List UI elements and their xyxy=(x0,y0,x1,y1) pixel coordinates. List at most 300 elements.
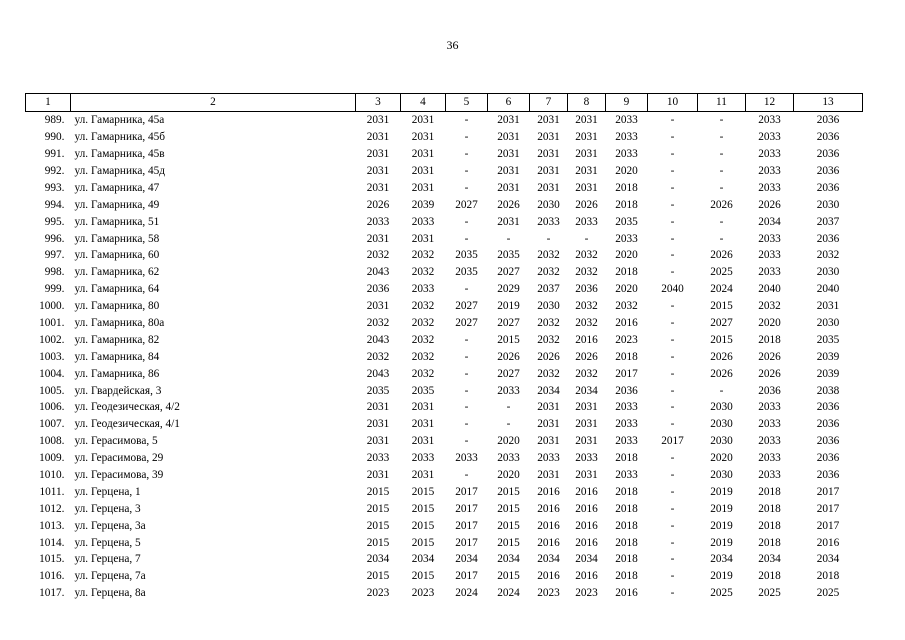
year-cell: - xyxy=(670,317,675,330)
year-cell: 2018 xyxy=(615,181,638,194)
year-cell: - xyxy=(464,131,469,144)
year-cell: 2020 xyxy=(497,435,520,448)
year-cell: 2017 xyxy=(455,485,478,498)
column-header-3: 3 xyxy=(356,94,401,112)
year-cell: 2024 xyxy=(497,587,520,600)
year-cell: - xyxy=(464,367,469,380)
year-cell: 2015 xyxy=(366,485,390,498)
year-cell: 2033 xyxy=(497,384,520,397)
row-number-cell: 998. xyxy=(44,266,65,279)
year-cell: - xyxy=(719,384,724,397)
address-cell: ул. Герцена, 3 xyxy=(74,502,141,515)
year-cell: 2030 xyxy=(710,401,733,414)
year-cell: 2033 xyxy=(411,452,435,465)
year-cell: 2033 xyxy=(758,131,781,144)
year-cell: 2031 xyxy=(497,181,520,194)
year-cell: - xyxy=(464,418,469,431)
year-cell: 2033 xyxy=(575,452,598,465)
year-cell: - xyxy=(584,232,589,245)
year-cell: - xyxy=(670,114,675,127)
year-cell: 2031 xyxy=(575,165,598,177)
year-cell: 2019 xyxy=(710,519,733,532)
table-row xyxy=(26,129,863,146)
table-row xyxy=(26,163,863,180)
year-cell: 2033 xyxy=(537,215,560,228)
year-cell: 2037 xyxy=(537,283,560,296)
year-cell: 2031 xyxy=(575,469,598,482)
year-cell: 2030 xyxy=(537,300,560,313)
table-row xyxy=(26,179,863,196)
year-cell: 2035 xyxy=(615,215,638,228)
year-cell: - xyxy=(670,165,675,177)
year-cell: 2030 xyxy=(816,317,840,330)
year-cell: 2026 xyxy=(497,350,520,363)
year-cell: 2036 xyxy=(758,384,781,397)
data-table xyxy=(25,93,863,602)
year-cell: 2026 xyxy=(366,198,390,211)
address-cell: ул. Гамарника, 62 xyxy=(74,266,160,279)
row-number-cell: 991. xyxy=(44,148,65,161)
year-cell: 2035 xyxy=(816,333,840,346)
year-cell: 2026 xyxy=(710,350,733,363)
year-cell: 2033 xyxy=(758,452,781,465)
year-cell: 2033 xyxy=(615,418,638,431)
address-cell: ул. Гамарника, 47 xyxy=(74,181,160,194)
year-cell: - xyxy=(464,469,469,482)
year-cell: 2020 xyxy=(615,249,638,262)
year-cell: 2015 xyxy=(497,536,520,549)
year-cell: 2032 xyxy=(816,249,840,262)
year-cell: 2040 xyxy=(816,283,840,296)
year-cell: 2023 xyxy=(575,587,598,600)
year-cell: 2017 xyxy=(455,570,478,583)
year-cell: 2016 xyxy=(575,333,598,346)
year-cell: 2017 xyxy=(455,536,478,549)
year-cell: 2033 xyxy=(366,452,390,465)
year-cell: - xyxy=(464,333,469,346)
year-cell: - xyxy=(464,435,469,448)
year-cell: 2018 xyxy=(758,536,781,549)
year-cell: 2018 xyxy=(615,553,638,566)
year-cell: - xyxy=(670,536,675,549)
row-number-cell: 997. xyxy=(44,249,65,262)
address-cell: ул. Гамарника, 84 xyxy=(74,350,160,363)
column-header-8: 8 xyxy=(568,94,606,112)
year-cell: - xyxy=(670,519,675,532)
row-number-cell: 1001. xyxy=(39,317,65,330)
year-cell: - xyxy=(464,384,469,397)
year-cell: 2033 xyxy=(758,148,781,161)
year-cell: 2032 xyxy=(411,300,435,313)
table-row xyxy=(26,196,863,213)
year-cell: 2018 xyxy=(758,333,781,346)
year-cell: 2034 xyxy=(411,553,435,566)
year-cell: 2036 xyxy=(816,435,840,448)
year-cell: 2015 xyxy=(366,502,390,515)
column-header-4: 4 xyxy=(401,94,446,112)
address-cell: ул. Герцена, 3а xyxy=(74,519,146,532)
year-cell: 2018 xyxy=(615,502,638,515)
page-number: 36 xyxy=(446,38,459,52)
year-cell: 2030 xyxy=(710,435,733,448)
header-row xyxy=(26,94,863,112)
column-header-2: 2 xyxy=(71,94,356,112)
year-cell: 2036 xyxy=(816,114,840,127)
year-cell: 2034 xyxy=(537,553,560,566)
year-cell: 2043 xyxy=(366,333,390,346)
address-cell: ул. Гамарника, 51 xyxy=(74,215,160,228)
year-cell: 2019 xyxy=(497,300,520,313)
year-cell: 2018 xyxy=(615,485,638,498)
year-cell: 2016 xyxy=(615,587,638,600)
row-number-cell: 1008. xyxy=(39,435,65,448)
year-cell: 2026 xyxy=(758,198,781,211)
year-cell: 2019 xyxy=(710,485,733,498)
table-body xyxy=(26,111,863,601)
year-cell: 2033 xyxy=(758,266,781,279)
year-cell: 2019 xyxy=(710,536,733,549)
year-cell: 2036 xyxy=(816,418,840,431)
table-row xyxy=(26,483,863,500)
row-number-cell: 1004. xyxy=(39,367,65,380)
year-cell: 2032 xyxy=(537,367,560,380)
address-cell: ул. Гамарника, 80а xyxy=(74,317,165,330)
year-cell: 2031 xyxy=(411,181,435,194)
year-cell: 2031 xyxy=(411,165,435,177)
year-cell: 2032 xyxy=(615,300,638,313)
year-cell: 2026 xyxy=(758,350,781,363)
year-cell: 2031 xyxy=(366,165,390,177)
year-cell: 2043 xyxy=(366,367,390,380)
year-cell: - xyxy=(670,300,675,313)
address-cell: ул. Герцена, 7а xyxy=(74,570,146,583)
year-cell: 2015 xyxy=(366,536,390,549)
year-cell: 2026 xyxy=(758,367,781,380)
year-cell: 2031 xyxy=(575,401,598,414)
year-cell: 2031 xyxy=(411,148,435,161)
year-cell: 2024 xyxy=(455,587,478,600)
column-header-7: 7 xyxy=(530,94,568,112)
year-cell: 2033 xyxy=(615,148,638,161)
year-cell: 2026 xyxy=(575,198,598,211)
year-cell: - xyxy=(670,418,675,431)
year-cell: 2027 xyxy=(455,317,478,330)
table-row xyxy=(26,146,863,163)
table-row xyxy=(26,585,863,602)
column-header-10: 10 xyxy=(648,94,698,112)
year-cell: 2015 xyxy=(411,519,435,532)
year-cell: 2018 xyxy=(758,502,781,515)
year-cell: 2026 xyxy=(710,367,733,380)
year-cell: 2031 xyxy=(537,435,560,448)
year-cell: 2015 xyxy=(366,570,390,583)
year-cell: 2032 xyxy=(411,249,435,262)
year-cell: - xyxy=(670,249,675,262)
year-cell: 2020 xyxy=(497,469,520,482)
year-cell: - xyxy=(464,350,469,363)
row-number-cell: 1012. xyxy=(39,502,65,515)
year-cell: - xyxy=(719,114,724,127)
year-cell: 2023 xyxy=(411,587,435,600)
year-cell: 2017 xyxy=(615,367,638,380)
year-cell: 2031 xyxy=(366,401,390,414)
year-cell: 2018 xyxy=(615,266,638,279)
row-number-cell: 1016. xyxy=(39,570,65,583)
year-cell: 2032 xyxy=(366,249,390,262)
year-cell: 2036 xyxy=(615,384,638,397)
year-cell: 2036 xyxy=(816,232,840,245)
year-cell: 2015 xyxy=(411,536,435,549)
row-number-cell: 990. xyxy=(44,131,65,144)
row-number-cell: 989. xyxy=(44,114,65,127)
column-header-9: 9 xyxy=(606,94,648,112)
year-cell: 2033 xyxy=(758,418,781,431)
year-cell: 2031 xyxy=(537,401,560,414)
year-cell: 2031 xyxy=(366,300,390,313)
year-cell: 2027 xyxy=(455,300,478,313)
address-cell: ул. Гвардейская, 3 xyxy=(74,384,162,397)
year-cell: 2034 xyxy=(366,553,390,566)
address-cell: ул. Гамарника, 58 xyxy=(74,232,160,245)
year-cell: - xyxy=(670,350,675,363)
year-cell: 2031 xyxy=(411,232,435,245)
year-cell: 2016 xyxy=(615,317,638,330)
table-row xyxy=(26,315,863,332)
year-cell: 2016 xyxy=(537,502,560,515)
year-cell: - xyxy=(464,165,469,177)
year-cell: 2034 xyxy=(816,553,840,566)
year-cell: 2032 xyxy=(575,249,598,262)
year-cell: 2027 xyxy=(455,198,478,211)
year-cell: 2034 xyxy=(758,553,781,566)
year-cell: 2039 xyxy=(816,367,840,380)
address-cell: ул. Гамарника, 49 xyxy=(74,198,160,211)
year-cell: 2040 xyxy=(758,283,781,296)
year-cell: 2033 xyxy=(411,215,435,228)
year-cell: 2032 xyxy=(411,333,435,346)
address-cell: ул. Геодезическая, 4/1 xyxy=(74,418,180,431)
year-cell: 2033 xyxy=(758,401,781,414)
address-cell: ул. Гамарника, 45а xyxy=(74,114,165,127)
year-cell: - xyxy=(670,181,675,194)
address-cell: ул. Герасимова, 29 xyxy=(74,452,164,465)
year-cell: 2032 xyxy=(366,317,390,330)
row-number-cell: 1000. xyxy=(39,300,65,313)
year-cell: 2033 xyxy=(615,114,638,127)
year-cell: 2036 xyxy=(816,452,840,465)
year-cell: - xyxy=(670,452,675,465)
year-cell: 2027 xyxy=(497,266,520,279)
year-cell: 2033 xyxy=(575,215,598,228)
year-cell: 2036 xyxy=(816,148,840,161)
year-cell: 2030 xyxy=(710,418,733,431)
year-cell: 2032 xyxy=(575,300,598,313)
year-cell: 2033 xyxy=(366,215,390,228)
year-cell: 2031 xyxy=(497,165,520,177)
year-cell: 2031 xyxy=(537,165,560,177)
address-cell: ул. Герасимова, 39 xyxy=(74,469,164,482)
year-cell: 2030 xyxy=(710,469,733,482)
year-cell: - xyxy=(506,232,511,245)
year-cell: 2033 xyxy=(758,181,781,194)
address-cell: ул. Гамарника, 82 xyxy=(74,333,160,346)
year-cell: - xyxy=(719,148,724,161)
year-cell: 2033 xyxy=(615,401,638,414)
table-row xyxy=(26,348,863,365)
year-cell: 2016 xyxy=(575,536,598,549)
year-cell: 2032 xyxy=(575,367,598,380)
year-cell: 2040 xyxy=(661,283,684,296)
year-cell: 2032 xyxy=(575,266,598,279)
year-cell: 2033 xyxy=(615,131,638,144)
year-cell: 2023 xyxy=(615,333,638,346)
row-number-cell: 999. xyxy=(44,283,65,296)
table-row xyxy=(26,111,863,128)
year-cell: 2030 xyxy=(816,198,840,211)
year-cell: 2017 xyxy=(816,485,840,498)
year-cell: 2036 xyxy=(366,283,390,296)
column-header-6: 6 xyxy=(488,94,530,112)
year-cell: 2035 xyxy=(411,384,435,397)
year-cell: 2031 xyxy=(366,181,390,194)
row-number-cell: 1006. xyxy=(39,401,65,414)
year-cell: - xyxy=(670,266,675,279)
table-row xyxy=(26,213,863,230)
year-cell: 2031 xyxy=(497,114,520,127)
row-number-cell: 1005. xyxy=(39,384,65,397)
year-cell: 2035 xyxy=(455,266,478,279)
row-number-cell: 1010. xyxy=(39,469,65,482)
year-cell: 2031 xyxy=(575,114,598,127)
year-cell: 2032 xyxy=(537,317,560,330)
year-cell: 2034 xyxy=(497,553,520,566)
year-cell: 2015 xyxy=(497,519,520,532)
year-cell: 2031 xyxy=(411,469,435,482)
row-number-cell: 1017. xyxy=(39,587,65,600)
year-cell: 2018 xyxy=(758,485,781,498)
year-cell: 2018 xyxy=(615,452,638,465)
year-cell: 2023 xyxy=(537,587,560,600)
year-cell: 2036 xyxy=(816,401,840,414)
year-cell: 2031 xyxy=(366,435,390,448)
year-cell: 2025 xyxy=(710,266,733,279)
year-cell: 2015 xyxy=(411,485,435,498)
year-cell: 2034 xyxy=(710,553,733,566)
table-row xyxy=(26,230,863,247)
year-cell: 2015 xyxy=(710,333,733,346)
year-cell: 2018 xyxy=(615,198,638,211)
year-cell: 2032 xyxy=(758,300,781,313)
year-cell: 2017 xyxy=(816,502,840,515)
column-header-1: 1 xyxy=(26,94,71,112)
address-cell: ул. Гамарника, 60 xyxy=(74,249,160,262)
year-cell: 2031 xyxy=(366,469,390,482)
year-cell: 2031 xyxy=(366,114,390,127)
year-cell: 2015 xyxy=(497,570,520,583)
year-cell: - xyxy=(670,553,675,566)
year-cell: 2038 xyxy=(816,384,840,397)
year-cell: 2020 xyxy=(615,165,638,177)
year-cell: 2023 xyxy=(366,587,390,600)
year-cell: - xyxy=(464,114,469,127)
table-row xyxy=(26,264,863,281)
year-cell: 2031 xyxy=(575,435,598,448)
address-cell: ул. Гамарника, 64 xyxy=(74,283,160,296)
table-row xyxy=(26,298,863,315)
year-cell: - xyxy=(464,401,469,414)
year-cell: 2036 xyxy=(816,165,840,177)
table-row xyxy=(26,517,863,534)
table-row xyxy=(26,399,863,416)
year-cell: 2026 xyxy=(710,198,733,211)
year-cell: - xyxy=(670,367,675,380)
year-cell: 2036 xyxy=(816,181,840,194)
year-cell: 2033 xyxy=(758,249,781,262)
address-cell: ул. Герцена, 8а xyxy=(74,587,146,600)
year-cell: 2015 xyxy=(497,333,520,346)
year-cell: 2025 xyxy=(816,587,840,600)
table-row xyxy=(26,331,863,348)
year-cell: 2033 xyxy=(758,114,781,127)
year-cell: - xyxy=(464,215,469,228)
row-number-cell: 994. xyxy=(44,198,65,211)
year-cell: 2032 xyxy=(575,317,598,330)
year-cell: - xyxy=(670,587,675,600)
year-cell: 2027 xyxy=(497,317,520,330)
year-cell: 2035 xyxy=(455,249,478,262)
year-cell: - xyxy=(719,232,724,245)
year-cell: - xyxy=(464,181,469,194)
year-cell: 2030 xyxy=(816,266,840,279)
year-cell: - xyxy=(670,232,675,245)
year-cell: 2032 xyxy=(366,350,390,363)
year-cell: - xyxy=(719,131,724,144)
year-cell: 2034 xyxy=(537,384,560,397)
year-cell: 2016 xyxy=(575,519,598,532)
table-row xyxy=(26,382,863,399)
year-cell: - xyxy=(670,401,675,414)
year-cell: - xyxy=(464,283,469,296)
year-cell: 2033 xyxy=(758,469,781,482)
year-cell: 2031 xyxy=(411,401,435,414)
year-cell: 2018 xyxy=(615,536,638,549)
year-cell: 2026 xyxy=(575,350,598,363)
year-cell: 2020 xyxy=(758,317,781,330)
address-cell: ул. Герцена, 5 xyxy=(74,536,141,549)
year-cell: - xyxy=(670,570,675,583)
table-row xyxy=(26,247,863,264)
year-cell: 2037 xyxy=(816,215,840,228)
row-number-cell: 995. xyxy=(44,215,65,228)
year-cell: 2032 xyxy=(411,266,435,279)
year-cell: 2031 xyxy=(411,114,435,127)
year-cell: 2034 xyxy=(758,215,781,228)
year-cell: 2019 xyxy=(710,502,733,515)
year-cell: 2015 xyxy=(710,300,733,313)
year-cell: 2033 xyxy=(455,452,478,465)
year-cell: 2034 xyxy=(575,384,598,397)
address-cell: ул. Гамарника, 45в xyxy=(74,148,165,161)
year-cell: - xyxy=(464,148,469,161)
row-number-cell: 1015. xyxy=(39,553,65,566)
year-cell: 2031 xyxy=(816,300,840,313)
year-cell: 2018 xyxy=(615,570,638,583)
year-cell: 2031 xyxy=(411,418,435,431)
year-cell: 2016 xyxy=(537,485,560,498)
table-row xyxy=(26,416,863,433)
year-cell: 2033 xyxy=(615,435,638,448)
year-cell: - xyxy=(670,469,675,482)
